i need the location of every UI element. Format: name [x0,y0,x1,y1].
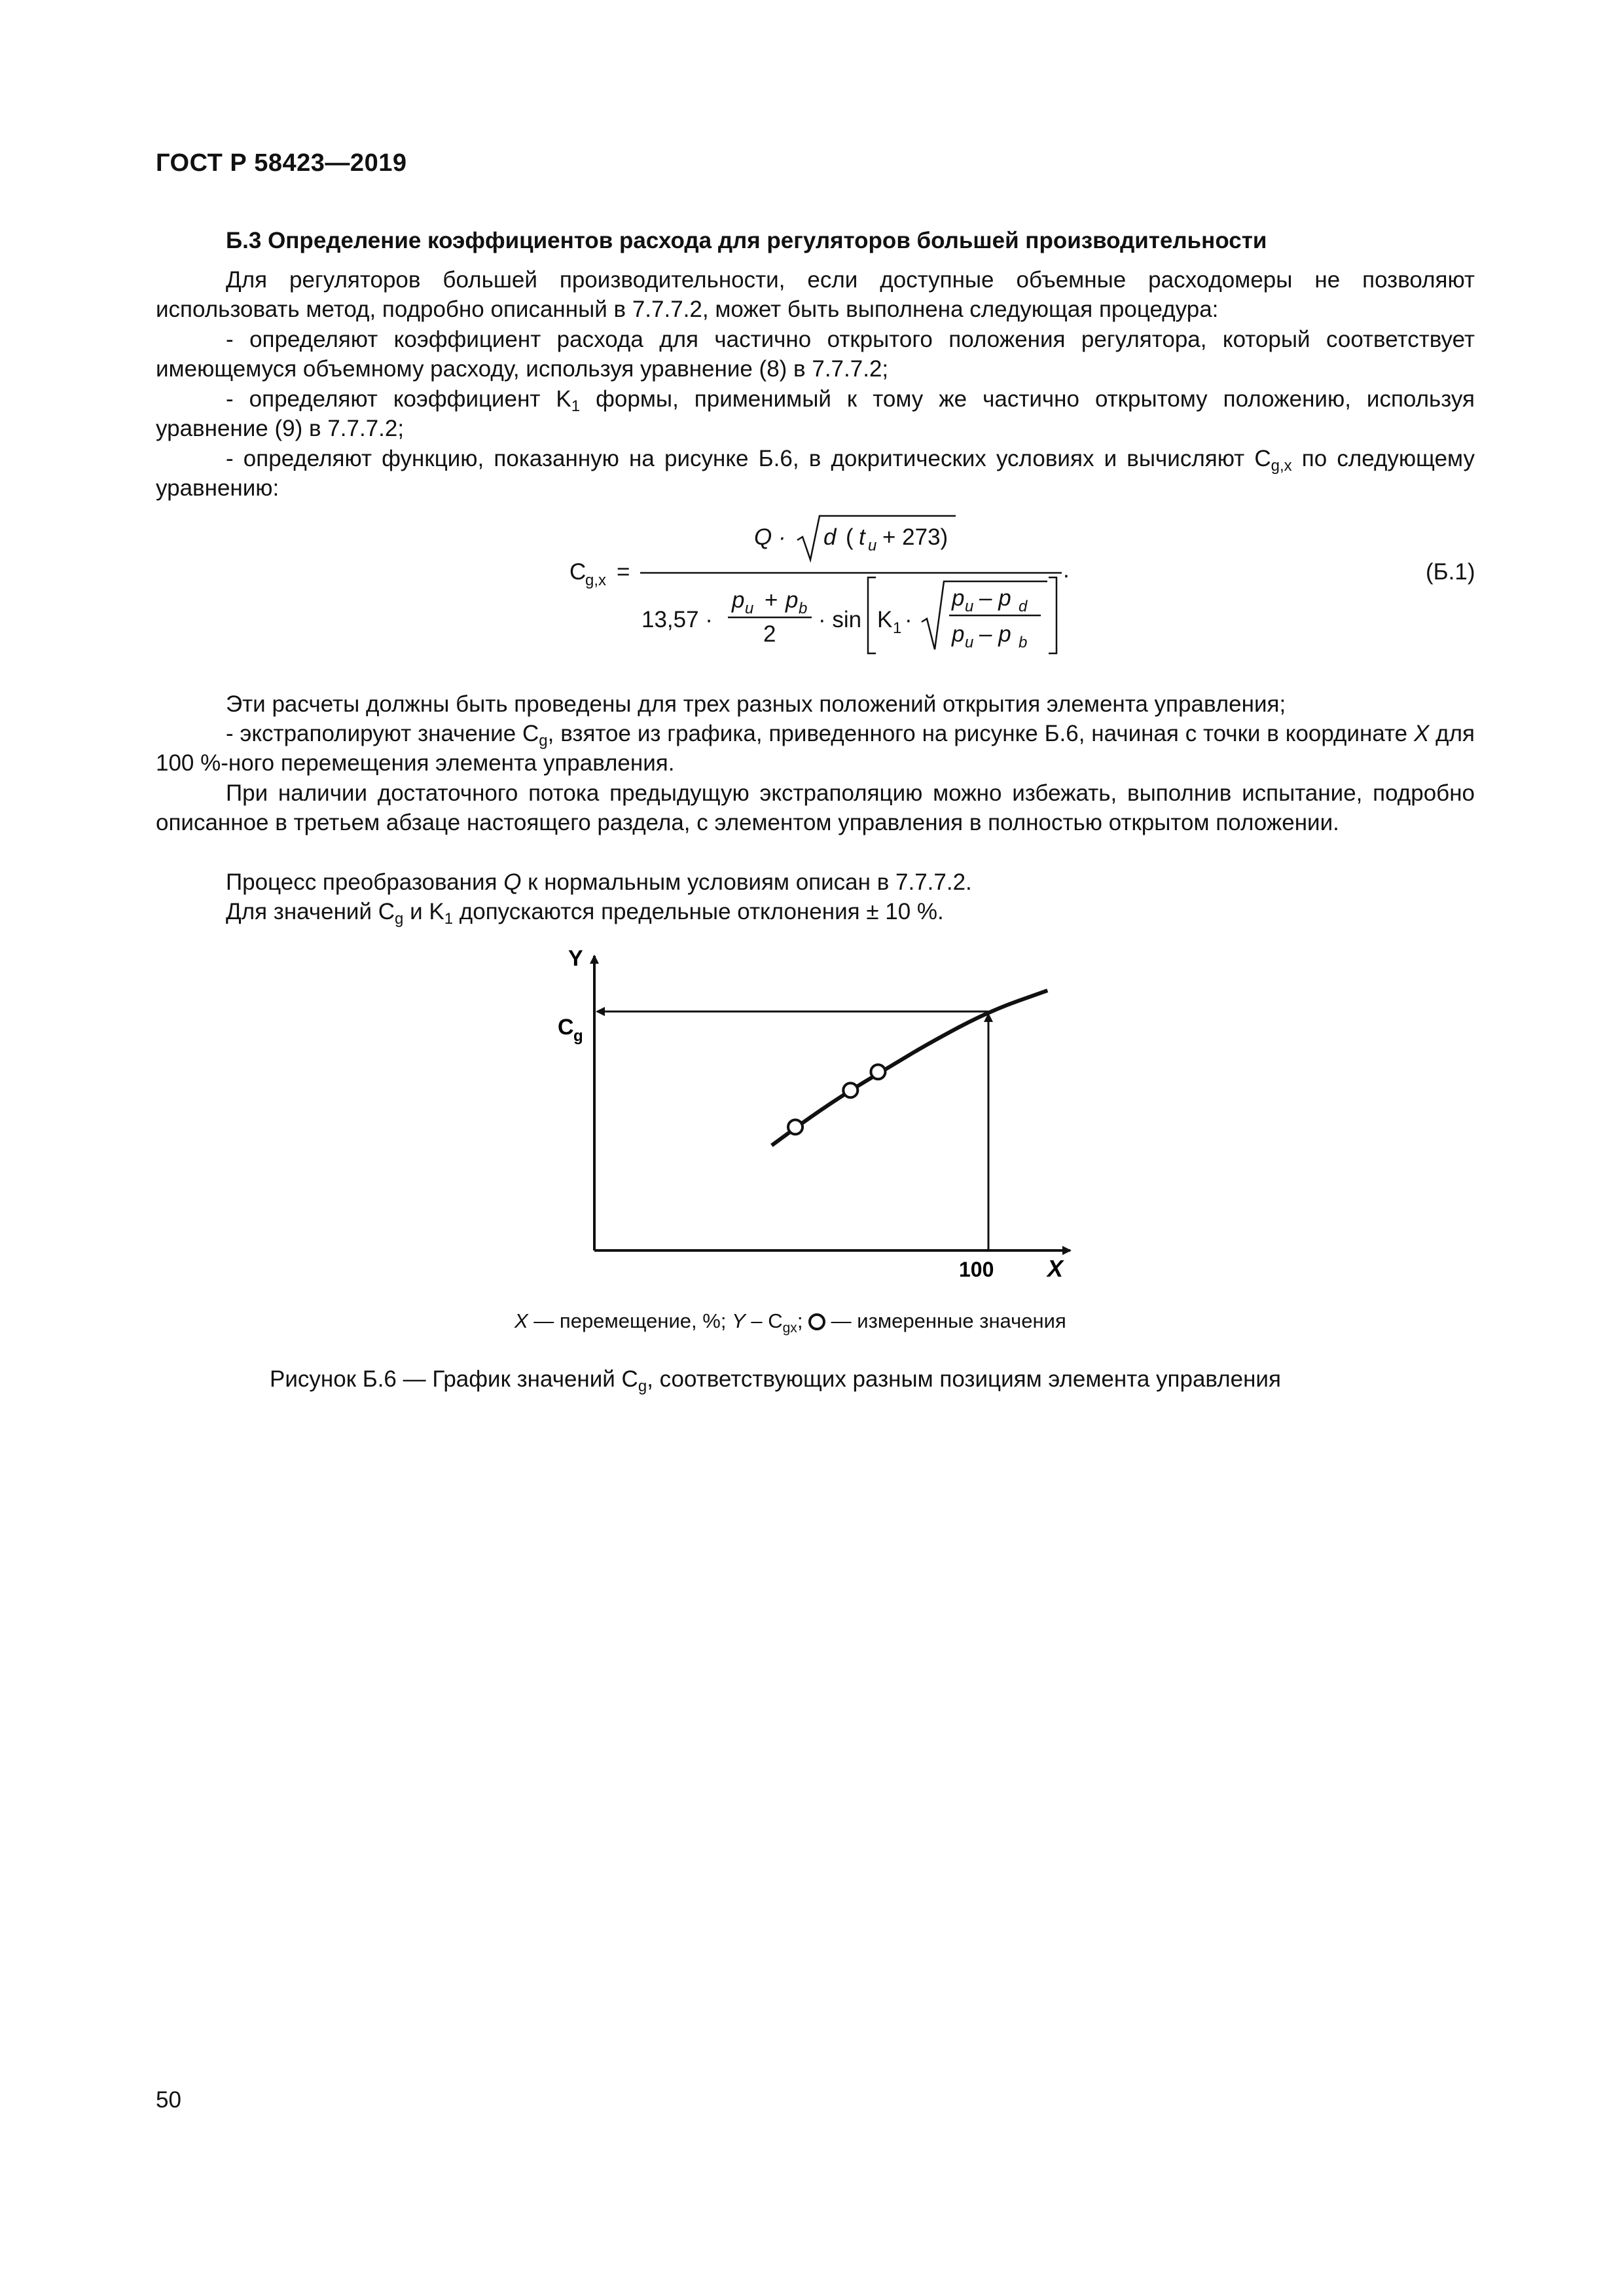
bullet-k1-shape: - определяют коэффициент $K_1$ формы, применимый к тому же частично открытому положению, используя уравнение (9) в 7.7.7.2; [156,386,1475,441]
measured-point [843,1083,857,1097]
eq-label: (Б.1) [1426,559,1475,585]
equation-graphic [563,504,1479,661]
eq-den-pu: p [732,587,745,613]
y-axis-label: Y [568,946,583,971]
eq-num-q: Q · [754,524,786,550]
page-number: 50 [156,2087,181,2113]
y-tick-cg-sub: g [573,1027,583,1045]
paragraph-three-positions: Эти расчеты должны быть проведены для трех разных положений открытия элемента управления; [226,691,1286,717]
eq-right-bracket [1049,577,1056,653]
document-header: ГОСТ Р 58423—2019 [156,149,407,177]
curve-line [772,991,1047,1146]
eq-inner-den-pu: p [952,621,965,647]
eq-den-pb-sub: b [799,600,808,617]
eq-num-d: d [823,524,837,550]
figure-caption: Рисунок Б.6 — График значений $C_g$, соответствующих разным позициям элемента управления [270,1366,1281,1395]
bullet-flow-coefficient: - определяют коэффициент расхода для частично открытого положения регулятора, который соответствует имеющемуся объемному расходу, используя уравнение (8) в 7.7.7.2; [156,327,1475,382]
paragraph-conversion: Процесс преобразования Q к нормальным условиям описан в 7.7.7.2. [226,869,972,895]
eq-den-coef: 13,57 · [641,607,713,632]
measured-point [871,1065,885,1079]
eq-den-two: 2 [763,621,776,647]
paragraph-sufficient-flow: При наличии достаточного потока предыдущую экстраполяцию можно избежать, выполнив испытание, подробно описанное в третьем абзаце настоящего раздела, с элементом управления в полностью открытом положении. [156,780,1475,835]
eq-den-k-dot: · [905,607,912,632]
eq-inner-pd-sub: d [1019,598,1028,615]
eq-num-t: t [859,524,865,550]
eq-den-k-sub: 1 [893,619,902,637]
eq-den-pb: p [785,587,799,613]
paragraph-intro: Для регуляторов большей производительности, если доступные объемные расходомеры не позволяют использовать метод, подробно описанный в 7.7.7.2, может быть выполнена следующая процедура: [156,267,1475,322]
bullet-extrapolate: - экстраполируют значение $C_g$, взятое из графика, приведенного на рисунке Б.6, начиная с точки в координате X для 100 %-ного перемещения элемента управления. [156,721,1475,776]
eq-den-k: K [877,607,893,632]
measured-point-icon [808,1313,825,1330]
y-tick-cg: C [558,1015,574,1040]
section-title: Б.3 Определение коэффициентов расхода для регуляторов большей производительности [226,228,1267,253]
figure-legend: X — перемещение, %; Y – $C_{gx}$; — измеренные значения [514,1309,1066,1336]
equation-b1 [563,504,1479,661]
eq-inner-minus-pd: – p [979,585,1011,611]
eq-inner-pu: p [952,585,965,611]
bullet-function: - определяют функцию, показанную на рисунке Б.6, в докритических условиях и вычисляют $C_{g,x}$ по следующему уравнению: [156,446,1475,501]
eq-inner-den-pu-sub: u [965,634,974,651]
eq-inner-pu-sub: u [965,598,974,615]
eq-lhs-sub: g,x [585,572,607,589]
figure-b6-chart [550,943,1087,1296]
eq-den-sin: · sin [818,607,862,632]
eq-left-bracket [868,577,876,653]
paragraph-tolerance: Для значений $C_g$ и $K_1$ допускаются предельные отклонения ± 10 %. [226,899,944,928]
eq-num-plus: + 273) [882,524,948,550]
eq-lhs: C [569,559,586,585]
eq-trailing-dot: . [1063,557,1070,583]
eq-num-open: ( [846,524,854,550]
x-tick-100: 100 [959,1258,994,1281]
eq-inner-den-pb-sub: b [1019,634,1028,651]
measured-point [788,1120,803,1134]
eq-inner-den-minus-pb: – p [979,621,1011,647]
eq-den-pu-sub: u [745,600,754,617]
eq-den-plus: + [765,587,778,613]
eq-num-t-sub: u [868,537,877,555]
x-axis-label: X [1047,1255,1064,1282]
eq-equals: = [617,559,630,585]
